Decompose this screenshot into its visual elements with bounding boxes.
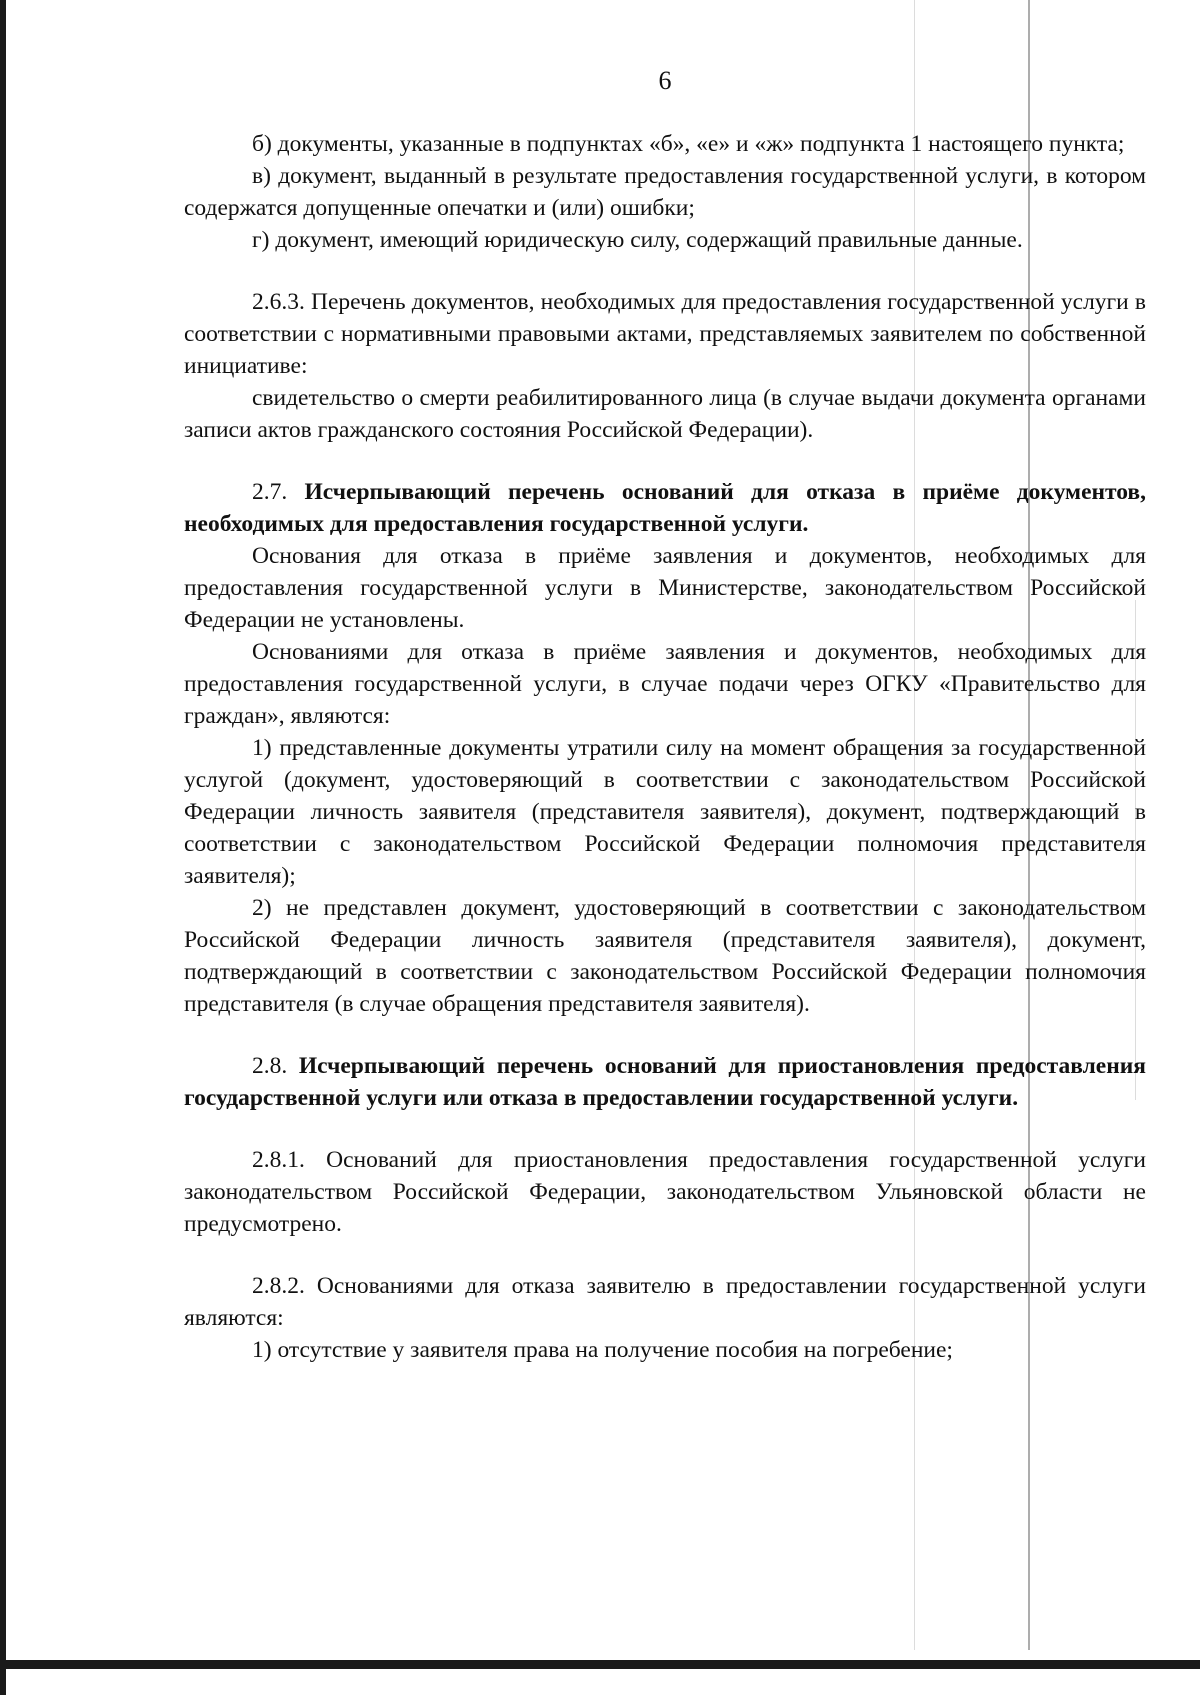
list-item-1: 1) представленные документы утратили силу на момент обращения за государственной услугой (документ, удостоверяющий в соответствии с законодательством Российской Федерации личность заявителя (представителя заявителя), документ, подтверждающий в соответствии с законодательством Российской Федерации полномочия представителя заявителя); — [184, 735, 1146, 889]
list-item-1-refusal: 1) отсутствие у заявителя права на получение пособия на погребение; — [252, 1337, 953, 1363]
document-body — [184, 128, 1146, 1366]
section-number: 2.7. — [252, 479, 288, 505]
section-2-8-2: 2.8.2. Основаниями для отказа заявителю в предоставлении государственной услуги являются: — [184, 1273, 1146, 1331]
list-item-g: г) документ, имеющий юридическую силу, содержащий правильные данные. — [252, 227, 1023, 253]
spacer — [184, 1114, 1146, 1144]
spacer — [184, 256, 1146, 286]
spacer — [184, 446, 1146, 476]
section-2-8-1: 2.8.1. Оснований для приостановления предоставления государственной услуги законодательством Российской Федерации, законодательством Ульяновской области не предусмотрено. — [184, 1147, 1146, 1237]
paragraph-death-certificate: свидетельство о смерти реабилитированного лица (в случае выдачи документа органами записи актов гражданского состояния Российской Федерации). — [184, 385, 1146, 443]
paragraph-ogku-grounds: Основаниями для отказа в приёме заявления и документов, необходимых для предоставления государственной услуги, в случае подачи через ОГКУ «Правительство для граждан», являются: — [184, 639, 1146, 729]
section-2-7-heading — [184, 476, 1146, 540]
list-item-v: в) документ, выданный в результате предоставления государственной услуги, в котором содержатся допущенные опечатки и (или) ошибки; — [184, 163, 1146, 221]
section-heading-text: Исчерпывающий перечень оснований для приостановления предоставления государственной услуги или отказа в предоставлении государственной услуги. — [184, 1053, 1147, 1111]
section-heading-text: Исчерпывающий перечень оснований для отказа в приёме документов, необходимых для предоставления государственной услуги. — [184, 479, 1146, 537]
scan-left-border — [0, 0, 6, 1695]
list-item-b: б) документы, указанные в подпунктах «б», «е» и «ж» подпункта 1 настоящего пункта; — [252, 131, 1125, 157]
paragraph-no-grounds: Основания для отказа в приёме заявления и документов, необходимых для предоставления государственной услуги в Министерстве, законодательством Российской Федерации не установлены. — [184, 543, 1146, 633]
section-number: 2.8. — [252, 1053, 288, 1079]
section-2-6-3: 2.6.3. Перечень документов, необходимых для предоставления государственной услуги в соответствии с нормативными правовыми актами, представляемых заявителем по собственной инициативе: — [184, 289, 1146, 379]
section-2-8-heading — [184, 1050, 1146, 1114]
list-item-2: 2) не представлен документ, удостоверяющий в соответствии с законодательством Российской Федерации личность заявителя (представителя заявителя), документ, подтверждающий в соответствии с законодательством Российской Федерации полномочия представителя (в случае обращения представителя заявителя). — [184, 895, 1146, 1017]
page-number: 6 — [658, 66, 672, 95]
spacer — [184, 1240, 1146, 1270]
spacer — [184, 1020, 1146, 1050]
scan-bottom-border — [0, 1660, 1200, 1669]
